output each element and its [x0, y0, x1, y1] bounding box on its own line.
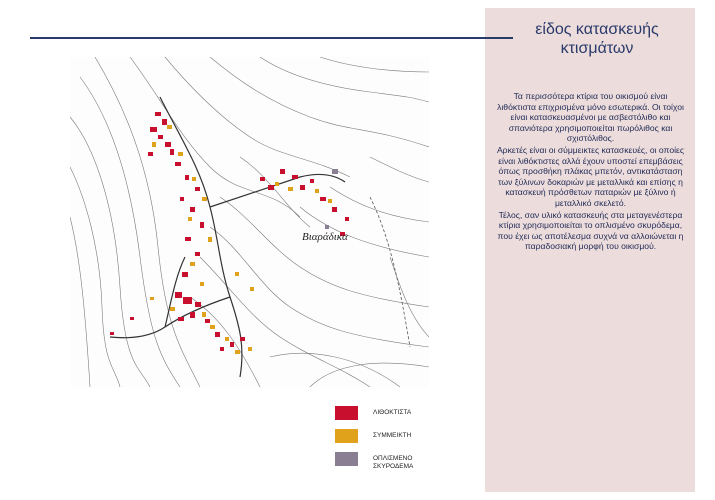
legend-label-mixed: ΣΥΜΜΕΙΚΤΗ — [373, 432, 412, 439]
legend-swatch-mixed — [335, 429, 358, 443]
description-text — [494, 91, 687, 253]
page-title — [512, 20, 682, 58]
stream-line — [370, 197, 410, 347]
legend-item-concrete — [335, 452, 455, 474]
paragraph-3: Τέλος, σαν υλικό κατασκευής στα μεταγενέστερα κτίρια χρησιμοποιείται το οπλισμένο σκυρόδεμα, που έχει ως αποτέλεσμα συχνά να αλλοιώνεται η παραδοσιακή μορφή του οικισμού. — [497, 209, 684, 252]
map-svg — [70, 57, 429, 387]
settlement-map — [70, 57, 429, 387]
legend-swatch-concrete — [335, 452, 358, 466]
legend-label-stone: ΛΙΘΟΚΤΙΣΤΑ — [373, 409, 412, 416]
paragraph-1: Τα περισσότερα κτίρια του οικισμού είναι λιθόκτιστα επιχρισμένα μόνο εσωτερικά. Οι τοίχοι είναι κατασκευασμένοι με ασβεστόλιθο και σπανιότερα χρησιμοποιείται πωρόλιθος και σχιστόλιθος. — [497, 91, 684, 144]
legend-label-concrete: ΟΠΛΙΣΜΕΝΟ ΣΚΥΡΟΔΕΜΑ — [373, 455, 414, 470]
legend-item-mixed — [335, 429, 455, 451]
title-line-1: είδος κατασκευής — [535, 21, 659, 38]
place-label: Βιαράδικα — [302, 231, 348, 243]
legend-item-stone — [335, 406, 455, 428]
legend-swatch-stone — [335, 406, 358, 420]
title-line-2: κτισμάτων — [560, 40, 634, 57]
paragraph-2: Αρκετές είναι οι σύμμεικτες κατασκευές, οι οποίες είναι λιθόκτιστες αλλά έχουν υποστεί επεμβάσεις όπως προσθήκη πλάκας μπετόν, αντικατάσταση των ξύλινων δοκαριών με μεταλλικά και επίσης η κατασκευή πρόσθετων παταριών με ξύλινο ή μεταλλικό σκελετό. — [496, 144, 685, 208]
title-rule — [30, 37, 513, 39]
